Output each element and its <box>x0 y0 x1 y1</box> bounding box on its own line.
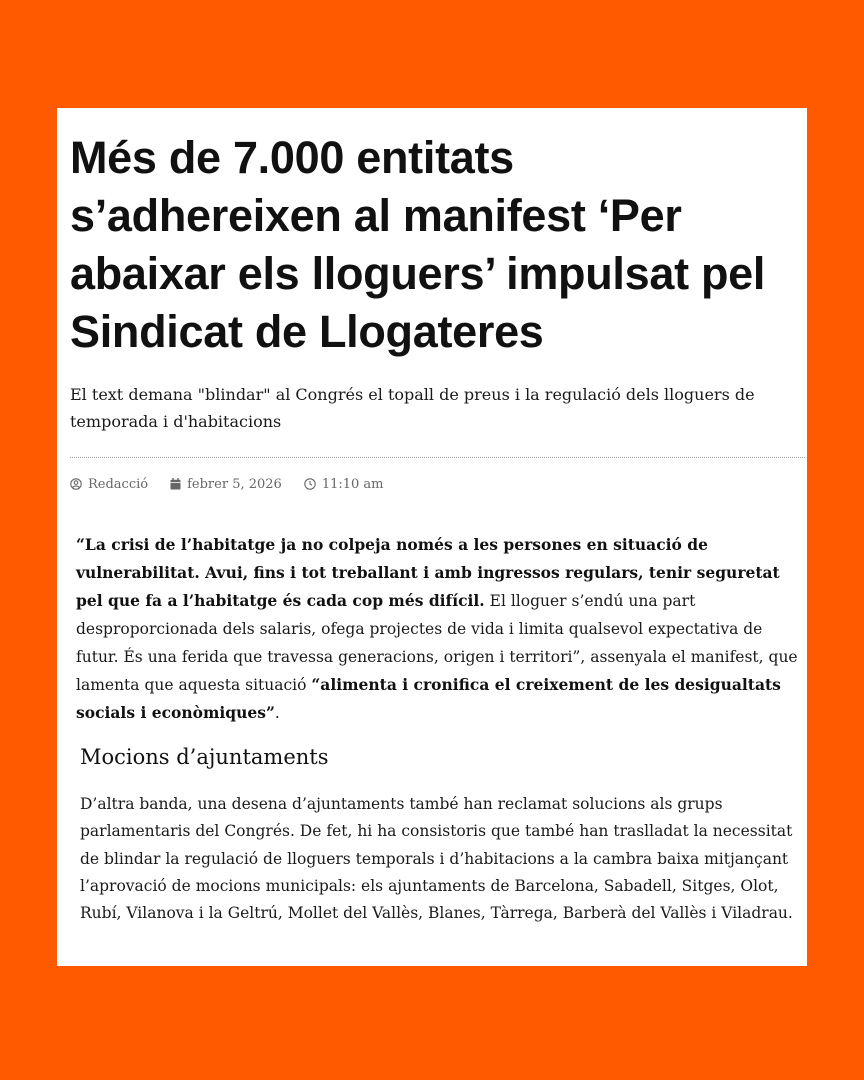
quote-regular-text: El lloguer s’endú una part desproporcionada dels salaris, ofega projectes de vida i limita qualsevol expectativa de futur. És una ferida que travessa generacions, origen i territori”, assenyala el manifest, que lamenta que aquesta situació <box>76 592 798 694</box>
quote-tail: . <box>274 704 280 722</box>
section-body-paragraph: D’altra banda, una desena d’ajuntaments també han reclamat solucions als grups parlamentaris del Congrés. De fet, hi ha consistoris que també han traslladat la necessitat de blindar la regulació de lloguers temporals i d’habitacions a la cambra baixa mitjançant l’aprovació de mocions municipals: els ajuntaments de Barcelona, Sabadell, Sitges, Olot, Rubí, Vilanova i la Geltrú, Mollet del Vallès, Blanes, Tàrrega, Barberà del Vallès i Viladrau. <box>80 795 793 923</box>
author-name: Redacció <box>88 476 149 492</box>
divider <box>70 457 805 458</box>
publish-time: 11:10 am <box>321 476 384 492</box>
user-circle-icon <box>70 478 82 490</box>
article-subtitle: El text demana "blindar" al Congrés el topall de preus i la regulació dels lloguers de temporada i d'habitacions <box>70 385 755 431</box>
calendar-icon <box>170 478 181 490</box>
publish-date: febrer 5, 2026 <box>187 476 282 492</box>
article-quote-paragraph <box>76 531 806 727</box>
quote-bold-end: “alimenta i cronifica el creixement de les desigualtats socials i econòmiques” <box>76 675 781 722</box>
article-meta <box>70 474 384 494</box>
quote-bold-lead: “La crisi de l’habitatge ja no colpeja només a les persones en situació de vulnerabilitat. Avui, fins i tot treballant i amb ingressos regulars, tenir seguretat pel que fa a l’habitatge és cada cop més difícil. <box>76 535 780 610</box>
clock-icon <box>304 478 316 490</box>
section-heading: Mocions d’ajuntaments <box>80 745 329 769</box>
author-meta[interactable] <box>70 477 148 492</box>
date-meta[interactable] <box>170 477 282 492</box>
article-title: Més de 7.000 entitats s’adhereixen al manifest ‘Per abaixar els lloguers’ impulsat pel Sindicat de Llogateres <box>70 132 766 357</box>
time-meta <box>304 477 384 492</box>
